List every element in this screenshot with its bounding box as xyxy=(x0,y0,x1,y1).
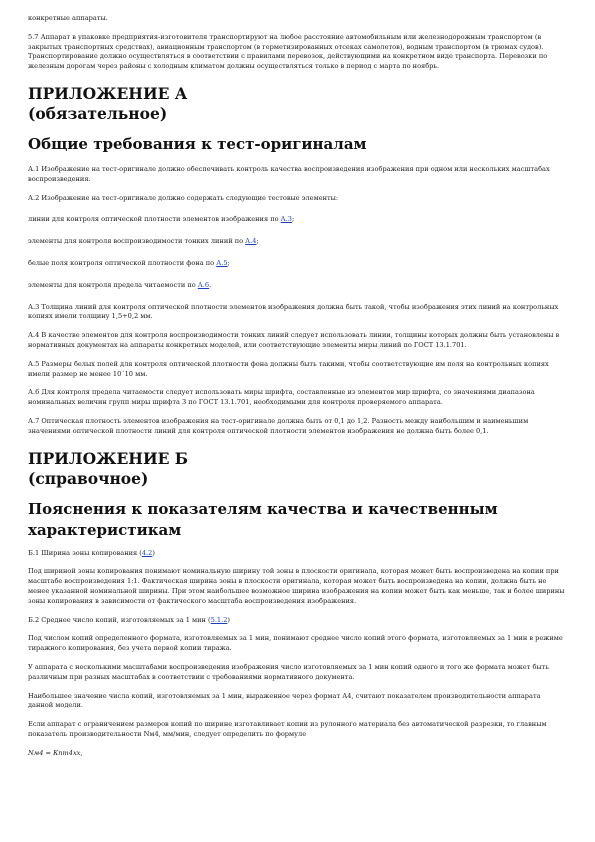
top-fragment: конкретные аппараты. xyxy=(28,14,108,22)
appendix-a-heading: ПРИЛОЖЕНИЕ А xyxy=(28,83,188,103)
paragraph-b1: Под шириной зоны копирования понимают номинальную ширину той зоны в плоскости оригинала, которая может быть воспроизведена на копии при масштабе воспроизведения 1:1. Фактическая ширина зоны в плоскости оригинала, которая может быть воспроизведена на копии, должна быть не менее указанной номинальной ширины. При этом наибольшее возможное ширина изображения на копии может быть как меньше, так и более ширины зоны копирования в зависимости от фактического масштаба воспроизведения изображения. xyxy=(28,567,565,605)
appendix-a-subheading: (обязательное) xyxy=(28,103,168,123)
link-a5[interactable]: А.5 xyxy=(216,258,228,267)
paragraph-b2-4: Если аппарат с ограничением размеров копий по ширине изготавливает копии из рулонного материала без автоматической разрезки, то главным показатель производительности Nм4, мм/мин, следует определить по формуле xyxy=(28,720,547,738)
list-item: элементы для контроля воспроизводимости тонких линий по А.4; xyxy=(28,237,259,246)
appendix-b-subheading: (справочное) xyxy=(28,468,149,488)
formula: Nм4 = Кnт4хх, xyxy=(28,748,83,757)
link-4-2[interactable]: 4.2 xyxy=(141,548,153,557)
appendix-b-title: Пояснения к показателям качества и качественным характеристикам xyxy=(28,499,498,539)
paragraph-a2: А.2 Изображение на тест-оригинале должно содержать следующие тестовые элементы: xyxy=(28,193,339,202)
paragraph-b2-3: Наибольшее значение числа копий, изготовляемых за 1 мин, выраженное через формат А4, считают показателем производительности аппарата данной модели. xyxy=(28,691,541,710)
paragraph-5-7: 5.7 Аппарат в упаковке предприятия-изготовителя транспортируют на любое расстояние автомобильным или железнодорожным транспортом (в закрытых транспортных средствах), авиационным транспортом (в герметизированных отсеках самолетов), водным транспортом (в трюмах судов). Транспортирование должно осуществляться в соответствии с правилами перевозок, действующими на конкретном виде транспорта. Перевозки по железным дорогам через районы с холодным климатом должны осуществляться только в период с марта по ноябрь. xyxy=(28,32,548,71)
list-item: белые поля контроля оптической плотности фона по А.5; xyxy=(28,258,230,267)
list-item: линии для контроля оптической плотности элементов изображения по А.3; xyxy=(28,215,295,224)
appendix-b-heading: ПРИЛОЖЕНИЕ Б xyxy=(28,448,189,468)
paragraph-a4: А.4 В качестве элементов для контроля воспроизводимости тонких линий следует использовать линии, толщины которых должны быть установлены в нормативных документах на аппараты конкретных моделей, или соответствующие элементы миры линий по ГОСТ 13.1.701. xyxy=(28,331,560,349)
section-b1-title: Б.1 Ширина зоны копирования (4.2) xyxy=(28,548,155,557)
paragraph-a7: А.7 Оптическая плотность элементов изображения на тест-оригинале должна быть от 0,1 до 1,2. Разность между наибольшим и наименьшим значениями оптической плотности линий для контроля оптической плотности элементов изображения не должна быть более 0,1. xyxy=(28,416,529,435)
paragraph-a5: А.5 Размеры белых полей для контроля оптической плотности фона должны быть такими, чтобы соответствующие им поля на контрольных копиях имели размер не менее 10´10 мм. xyxy=(28,359,549,378)
appendix-a xyxy=(28,84,567,437)
appendix-a-title: Общие требования к тест-оригиналам xyxy=(28,134,367,153)
link-a4[interactable]: А.4 xyxy=(245,237,257,246)
section-b2-title: Б.2 Среднее число копий, изготовляемых за 1 мин (5.1.2) xyxy=(28,615,230,624)
link-a3[interactable]: А.3 xyxy=(280,215,292,224)
paragraph-b2-2: У аппарата с несколькими масштабами воспроизведения изображения число изготовляемых за 1 мин копий одного и того же формата может быть различным при разных масштабах в соответствии с требованиями нормативного документа. xyxy=(28,662,549,681)
link-a6[interactable]: А.6 xyxy=(197,280,210,289)
appendix-b xyxy=(28,449,567,759)
paragraph-a6: А.6 Для контроля предела читаемости следует использовать миры шрифта, составленные из элементов мир шрифта, со значениями диапазона номинальных величин групп миры шрифта 3 по ГОСТ 13.1.701, необходимыми для контроля проверяемого аппарата. xyxy=(28,388,535,407)
paragraph-b2-1: Под числом копий определенного формата, изготовляемых за 1 мин, понимают среднее число копий этого формата, изготовляемых за 1 мин в режиме тиражного копирования, без учета первой копии тиража. xyxy=(28,634,563,653)
paragraph-a1: А.1 Изображение на тест-оригинале должно обеспечивать контроль качества воспроизведения изображения при одном или нескольких масштабах воспроизведения. xyxy=(28,164,550,183)
link-5-1-2[interactable]: 5.1.2 xyxy=(210,615,228,624)
paragraph-a3: А.3 Толщина линий для контроля оптической плотности элементов изображения должна быть такой, чтобы изображения этих линий на контрольных копиях имели толщину 1,5+0,2 мм. xyxy=(28,302,559,321)
list-item: элементы для контроля предела читаемости по А.6. xyxy=(28,280,212,289)
